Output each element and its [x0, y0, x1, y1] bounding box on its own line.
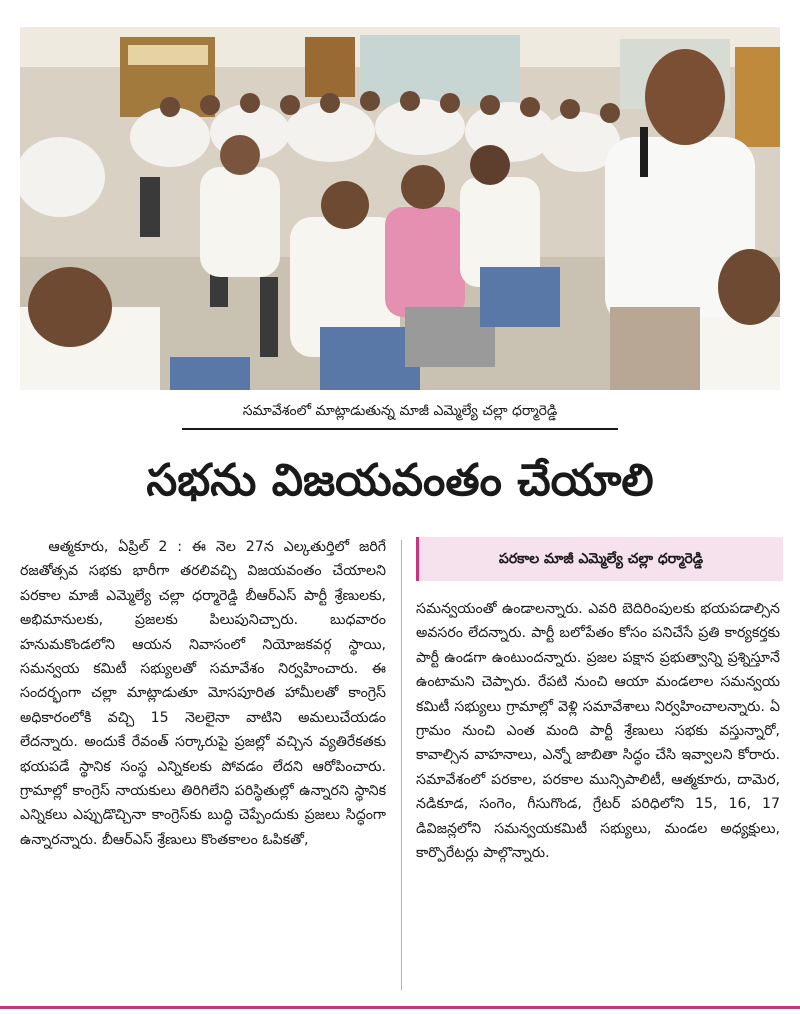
meeting-photo [20, 27, 780, 390]
byline-strap: పరకాల మాజీ ఎమ్మెల్యే చల్లా ధర్మారెడ్డి [416, 537, 783, 581]
meeting-photo-illustration [20, 27, 780, 390]
headline: సభను విజయవంతం చేయాలి [146, 455, 654, 506]
article-column-left [20, 535, 386, 995]
bottom-rule [0, 1006, 800, 1009]
article-paragraph: ఆత్మకూరు, ఏప్రిల్ 2 : ఈ నెల 27న ఎల్కతుర్తిలో జరిగే రజతోత్సవ సభకు భారీగా తరలివచ్చి విజయవంతం చేయాలని పరకాల మాజీ ఎమ్మెల్యే చల్లా ధర్మారెడ్డి బీఆర్ఎస్ పార్టీ శ్రేణులకు, అభిమానులకు, ప్రజలకు పిలుపునిచ్చారు. బుధవారం హనుమకొండలోని ఆయన నివాసంలో నియోజకవర్గ స్థాయి, సమన్వయ కమిటీ సభ్యులతో సమావేశం నిర్వహించారు. ఈ సందర్భంగా చల్లా మాట్లాడుతూ మోసపూరిత హామీలతో కాంగ్రెస్ అధికారంలోకి వచ్చి 15 నెలలైనా వాటిని అమలుచేయడం లేదన్నారు. అందుకే రేవంత్ సర్కారుపై ప్రజల్లో వచ్చిన వ్యతిరేకతకు భయపడే స్థానిక సంస్థ ఎన్నికలకు పోవడం లేదని ఆరోపించారు. గ్రామాల్లో కాంగ్రెస్ నాయకులు తిరిగిలేని పరిస్థితుల్లో ఉన్నారని స్థానిక ఎన్నికలు ఎప్పుడొచ్చినా కాంగ్రెస్‌కు బుద్ధి చెప్పేందుకు ప్రజలు సిద్ధంగా ఉన్నారన్నారు. బీఆర్ఎస్ శ్రేణులు కొంతకాలం ఓపికతో, [20, 539, 386, 848]
photo-caption: సమావేశంలో మాట్లాడుతున్న మాజీ ఎమ్మెల్యే చల్లా ధర్మారెడ్డి [182, 396, 618, 430]
article-column-right [416, 597, 780, 995]
column-divider [401, 540, 402, 990]
article-paragraph: సమన్వయంతో ఉండాలన్నారు. ఎవరి బెదిరింపులకు భయపడాల్సిన అవసరం లేదన్నారు. పార్టీ బలోపేతం కోసం పనిచేసే ప్రతి కార్యకర్తకు పార్టీ ఉండగా ఉంటుందన్నారు. ప్రజల పక్షాన ప్రభుత్వాన్ని ప్రశ్నిస్తూనే ఉంటామని చెప్పారు. రేపటి నుంచి ఆయా మండలాల సమన్వయ కమిటీ సభ్యులు గ్రామాల్లో వెళ్లి సమావేశాలు నిర్వహించాలన్నారు. ఏ గ్రామం నుంచి ఎంత మంది పార్టీ శ్రేణులు సభకు వస్తున్నారో, కావాల్సిన వాహనాలు, ఎన్నో జాబితా సిద్ధం చేసి ఇవ్వాలని కోరారు. సమావేశంలో పరకాల, పరకాల మున్సిపాలిటీ, ఆత్మకూరు, దామెర, నడికూడ, సంగెం, గీసుగొండ, గ్రేటర్ పరిధిలోని 15, 16, 17 డివిజన్లలోని సమన్వయకమిటీ సభ్యులు, మండల అధ్యక్షులు, కార్పొరేటర్లు పాల్గొన్నారు. [416, 601, 780, 862]
